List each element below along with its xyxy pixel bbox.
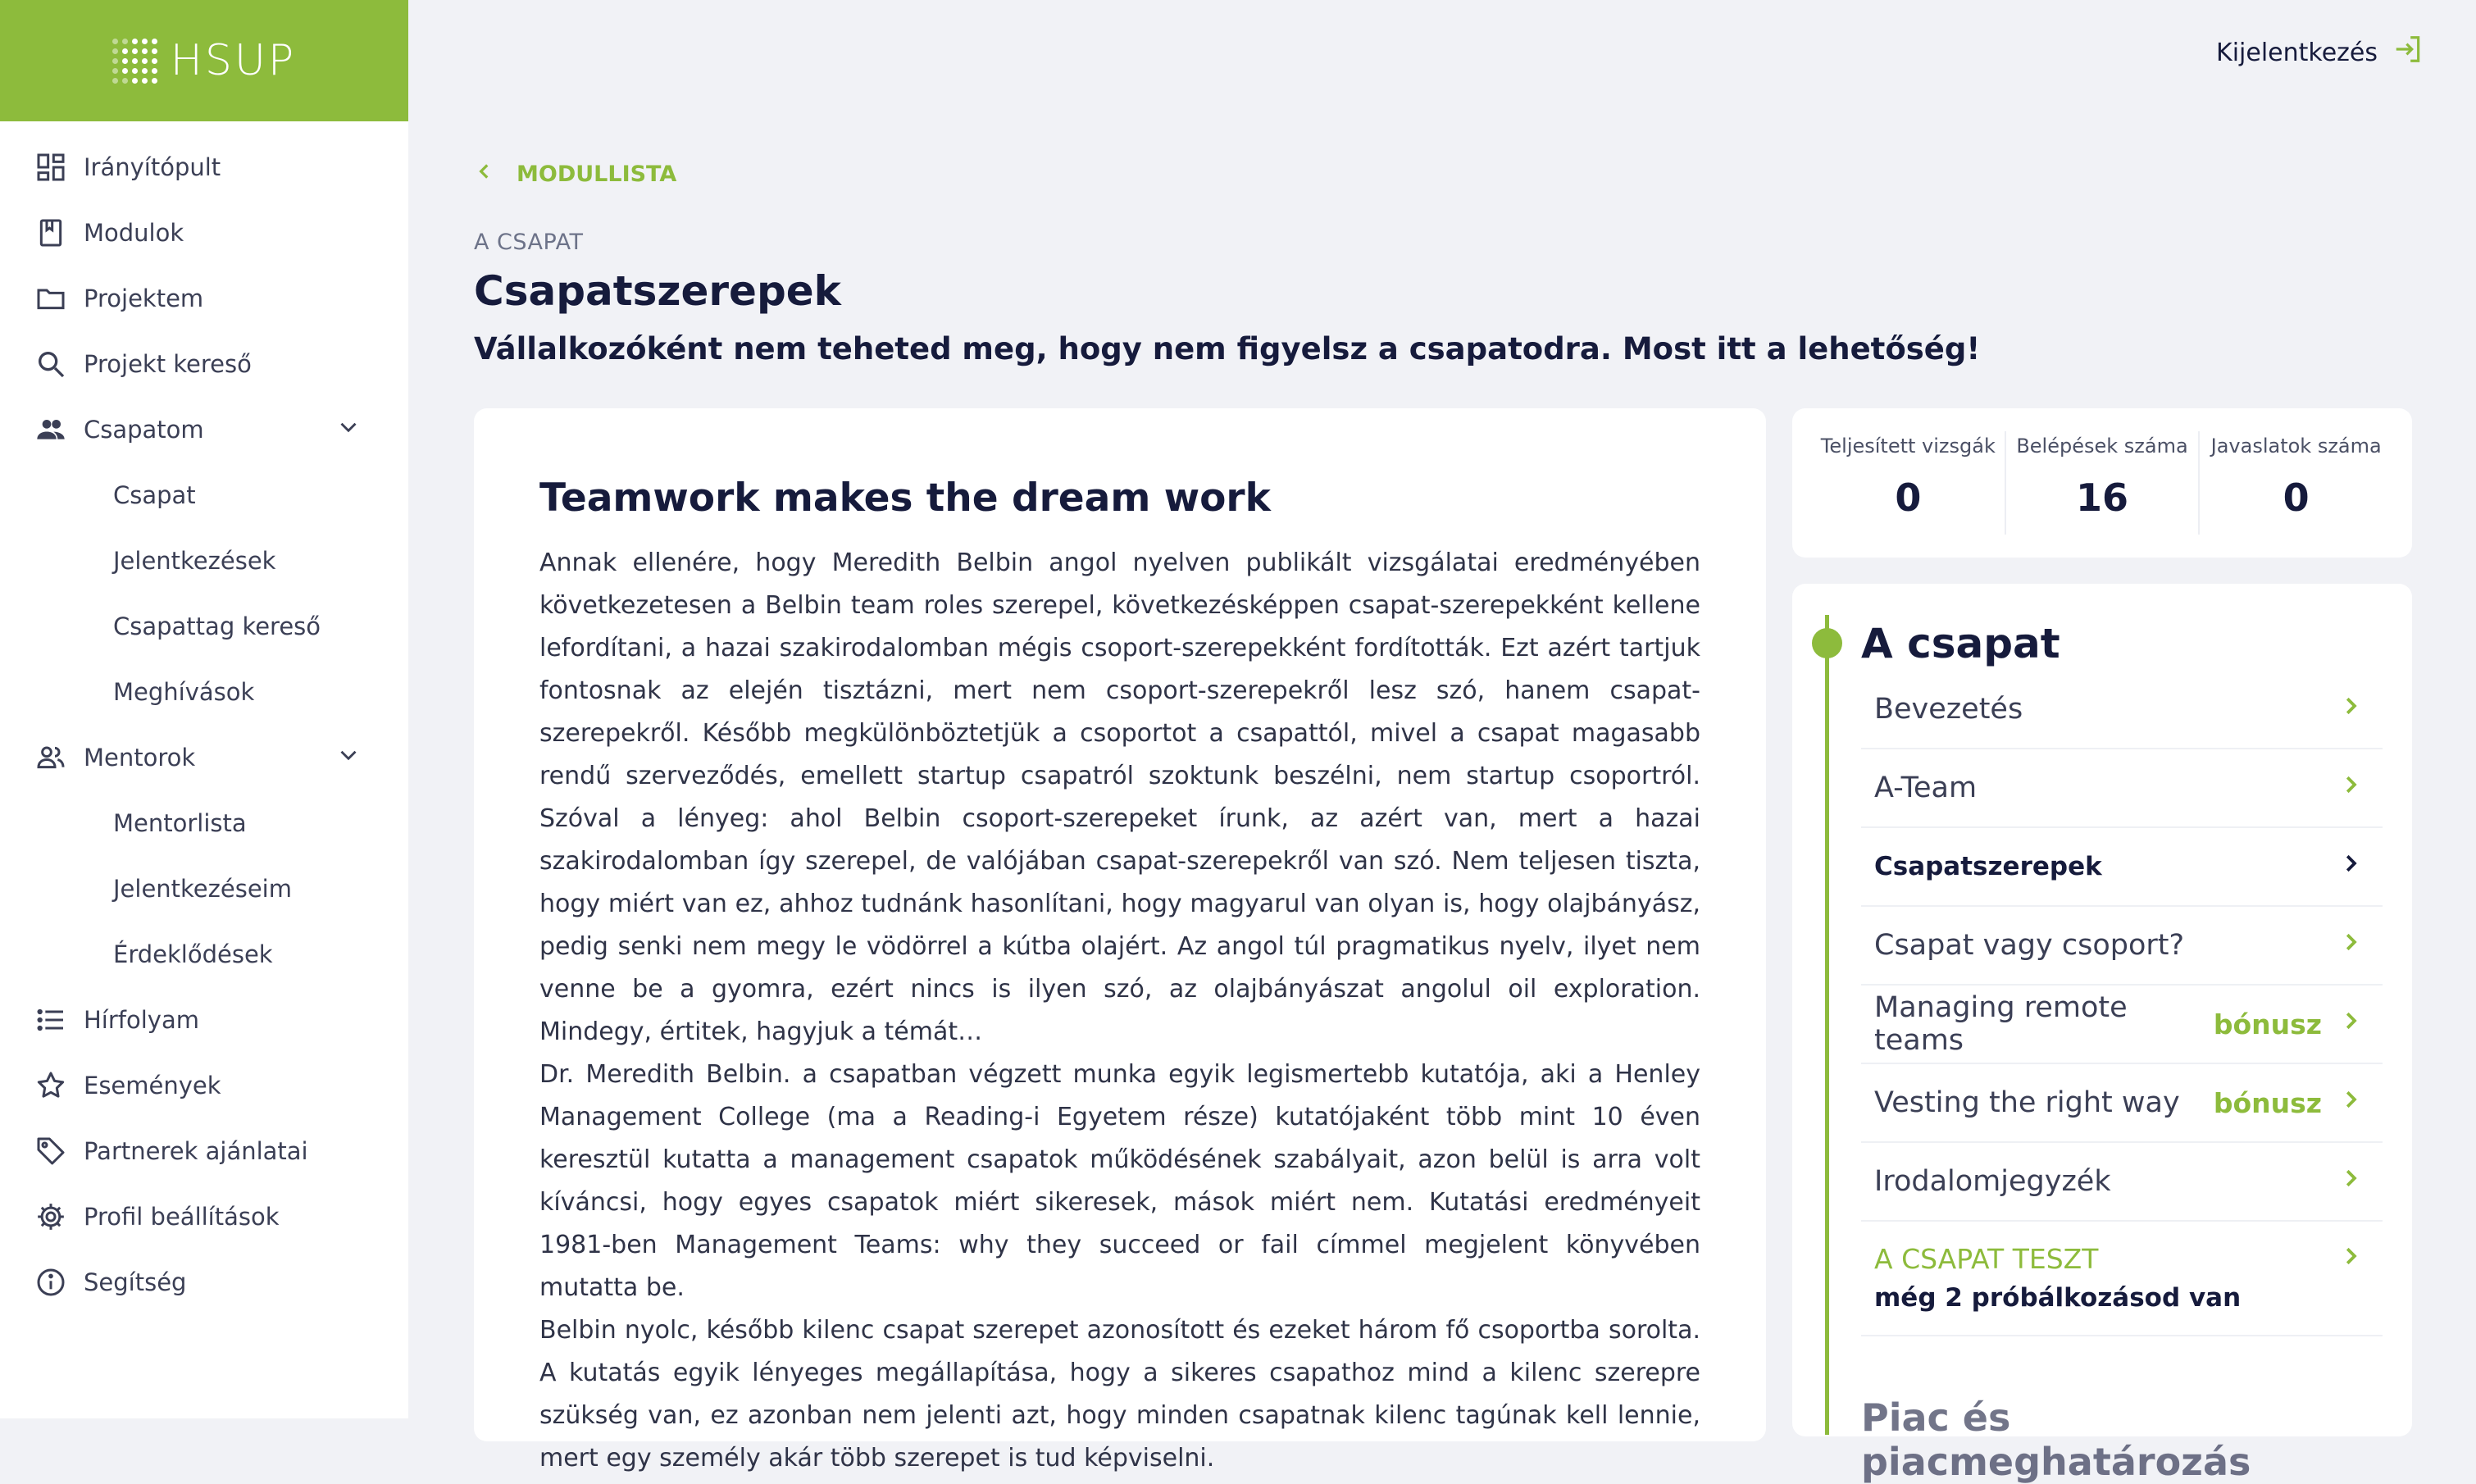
sidebar-item-mentors[interactable] — [0, 725, 408, 790]
chevron-right-icon — [2338, 772, 2363, 804]
article-paragraph: Annak ellenére, hogy Meredith Belbin angol nyelven publikált vizsgálatai eredményében következetesen a Belbin team roles szerepel, következésképpen csapat-szerepekként kellene lefordítani, a hazai szakirodalomban mégis csoport-szerepekként fordították. Ezt azért tartjuk fontosnak az elején tisztázni, mert nem csoport-szerepekről lesz szó, hanem csapat-szerepekről. Később megkülönböztetjük a csoportot a csapattól, mivel a csapat magasabb rendű szerveződés, emellett startup csapatról szoktunk beszélni, nem startup csoportról. Szóval a lényeg: ahol Belbin csoport-szerepeket írunk, az azért van, mert a hazai szakirodalomban így szerepel, de valójában csapat-szerepekről van szó. Nem teljesen tiszta, hogy miért van ez, ahhoz tudnánk hasonlítani, hogy magyarul van olyan is, hogy olajbányász, pedig senki nem megy le vödörrel a kútba olajért. Az angol túl pragmatikus nyelv, ilyet nem venne be a gyomra, ezért nincs is ilyen szó, az olajbányászat angolul oil exploration. Mindegy, értitek, hagyjuk a témát… — [539, 549, 1700, 1046]
sidebar-item-profile-settings[interactable] — [0, 1184, 408, 1250]
sidebar-subitem-applications[interactable]: Jelentkezések — [113, 547, 276, 575]
chapter-label: Vesting the right way — [1874, 1086, 2180, 1119]
logout-icon — [2392, 34, 2424, 71]
chapter-item[interactable] — [1861, 1143, 2383, 1222]
search-icon — [33, 346, 69, 382]
sidebar-item-dashboard[interactable] — [0, 134, 408, 200]
folder-icon — [33, 280, 69, 316]
chevron-left-icon — [474, 161, 495, 188]
page-title: Csapatszerepek — [474, 267, 841, 315]
sidebar-item-help[interactable] — [0, 1250, 408, 1315]
article-card — [474, 408, 1766, 1473]
bonus-badge: bónusz — [2213, 1086, 2322, 1119]
chevron-right-icon — [2338, 1086, 2363, 1119]
stat-label: Belépések száma — [2016, 435, 2188, 457]
stat-value: 16 — [2076, 476, 2129, 520]
sidebar-item-modules[interactable] — [0, 200, 408, 266]
article-paragraph: Dr. Meredith Belbin. a csapatban végzett munka egyik legismertebb kutatója, aki a Henley Management College (ma a Reading-i Egyetem része) kutatójaként több mint 10 éven keresztül kutatta a management csapatok működésének szabályait, azon belül is arra volt kíváncsi, hogy egyes csapatok miért sikeresek, mások miért nem. Kutatási eredményeit 1981-ben Management Teams: why they succeed or fail címmel megjelent könyvében mutatta be. — [539, 1060, 1700, 1302]
stats-card — [1792, 408, 2412, 558]
chevron-right-icon — [2338, 1165, 2363, 1198]
module-test-label: A CSAPAT TESZT — [1874, 1243, 2099, 1275]
chevron-down-icon[interactable] — [335, 413, 362, 447]
attempts-remaining: még 2 próbálkozásod van — [1874, 1283, 2242, 1313]
sidebar-nav — [0, 121, 408, 1315]
logout-label: Kijelentkezés — [2216, 38, 2378, 67]
module-title: A csapat — [1861, 620, 2060, 667]
logo[interactable] — [0, 0, 408, 121]
sidebar-item-label: Csapatom — [84, 416, 204, 444]
logout-button[interactable] — [2216, 33, 2424, 72]
logo-text: HSUP — [170, 36, 297, 85]
next-module-title[interactable]: Piac és piacmeghatározás — [1861, 1395, 2251, 1484]
sidebar-item-label: Irányítópult — [84, 153, 221, 181]
section-label: A CSAPAT — [474, 230, 584, 255]
module-test-block — [1874, 1243, 2338, 1313]
sidebar-item-label: Modulok — [84, 219, 184, 247]
chapter-item[interactable] — [1861, 1064, 2383, 1143]
book-icon — [33, 215, 69, 251]
chevron-right-icon — [2338, 1243, 2363, 1276]
chevron-down-icon[interactable] — [335, 741, 362, 775]
sidebar — [0, 0, 408, 1418]
chapter-item[interactable] — [1861, 907, 2383, 986]
sidebar-subitem-member-search[interactable]: Csapattag kereső — [113, 612, 321, 640]
team-icon — [33, 412, 69, 448]
page-subtitle: Vállalkozóként nem teheted meg, hogy nem figyelsz a csapatodra. Most itt a lehetőség! — [474, 331, 1981, 366]
chevron-right-icon — [2338, 929, 2363, 962]
sidebar-item-label: Mentorok — [84, 744, 196, 772]
chevron-right-icon — [2338, 850, 2363, 883]
sidebar-item-events[interactable] — [0, 1053, 408, 1118]
chapter-label: Bevezetés — [1874, 693, 2023, 726]
chapter-item-active[interactable] — [1861, 828, 2383, 907]
sidebar-item-my-team[interactable] — [0, 397, 408, 462]
back-link-label: MODULLISTA — [517, 162, 677, 187]
sidebar-item-newsfeed[interactable] — [0, 987, 408, 1053]
chapter-list — [1861, 671, 2383, 1336]
sidebar-item-my-project[interactable] — [0, 266, 408, 331]
sidebar-subitem-team[interactable]: Csapat — [113, 481, 196, 509]
chevron-right-icon — [2338, 1008, 2363, 1040]
sidebar-item-label: Események — [84, 1072, 221, 1099]
tag-icon — [33, 1133, 69, 1169]
chevron-right-icon — [2338, 693, 2363, 726]
sidebar-subitem-my-applications[interactable]: Jelentkezéseim — [113, 875, 292, 903]
sidebar-item-label: Profil beállítások — [84, 1203, 280, 1231]
article-paragraph: Belbin nyolc, később kilenc csapat szerepet azonosított és ezeket három fő csoportba sorolta. A kutatás egyik lényeges megállapítása, hogy a sikeres csapathoz mind a kilenc szerepre szükség van, ez azonban nem jelenti azt, hogy minden csapatnak kilenc tagúnak kell lennie, mert egy személy akár több szerepet is tud képviselni. — [539, 1316, 1700, 1473]
sidebar-item-partner-offers[interactable] — [0, 1118, 408, 1184]
chapter-item[interactable] — [1861, 671, 2383, 749]
module-test-item[interactable] — [1861, 1222, 2383, 1336]
stat-suggestions — [2198, 431, 2392, 535]
dashboard-icon — [33, 149, 69, 185]
sidebar-item-project-search[interactable] — [0, 331, 408, 397]
timeline-dot-icon — [1812, 628, 1842, 658]
chapter-label: Csapat vagy csoport? — [1874, 929, 2185, 962]
module-chapters-card — [1792, 584, 2412, 1484]
chapter-item[interactable] — [1861, 986, 2383, 1064]
info-icon — [33, 1264, 69, 1300]
gear-icon — [33, 1199, 69, 1235]
stat-label: Javaslatok száma — [2210, 435, 2382, 457]
stat-label: Teljesített vizsgák — [1820, 435, 1996, 457]
chapter-item[interactable] — [1861, 749, 2383, 828]
article-heading: Teamwork makes the dream work — [539, 476, 1271, 521]
list-icon — [33, 1002, 69, 1038]
mentor-icon — [33, 740, 69, 776]
stat-value: 0 — [1895, 476, 1922, 520]
stat-logins — [2005, 431, 2199, 535]
chapter-label: Irodalomjegyzék — [1874, 1165, 2111, 1198]
sidebar-item-label: Projektem — [84, 285, 204, 312]
timeline-line — [1825, 615, 1829, 1435]
sidebar-item-label: Projekt kereső — [84, 350, 252, 378]
back-to-module-list-link[interactable] — [474, 161, 676, 188]
sidebar-subitem-mentor-list[interactable]: Mentorlista — [113, 809, 247, 837]
logo-dots-icon — [112, 39, 157, 84]
stat-completed-exams — [1812, 431, 2005, 535]
chapter-label: A-Team — [1874, 772, 1978, 804]
sidebar-item-label: Partnerek ajánlatai — [84, 1137, 308, 1165]
star-icon — [33, 1067, 69, 1104]
chapter-label: Managing remote teams — [1874, 991, 2128, 1057]
sidebar-subitem-invitations[interactable]: Meghívások — [113, 678, 255, 706]
sidebar-item-label: Hírfolyam — [84, 1006, 199, 1034]
stat-value: 0 — [2283, 476, 2310, 520]
sidebar-item-label: Segítség — [84, 1268, 187, 1296]
chapter-label: Csapatszerepek — [1874, 852, 2102, 881]
bonus-badge: bónusz — [2213, 1008, 2322, 1040]
sidebar-subitem-interests[interactable]: Érdeklődések — [113, 940, 273, 968]
